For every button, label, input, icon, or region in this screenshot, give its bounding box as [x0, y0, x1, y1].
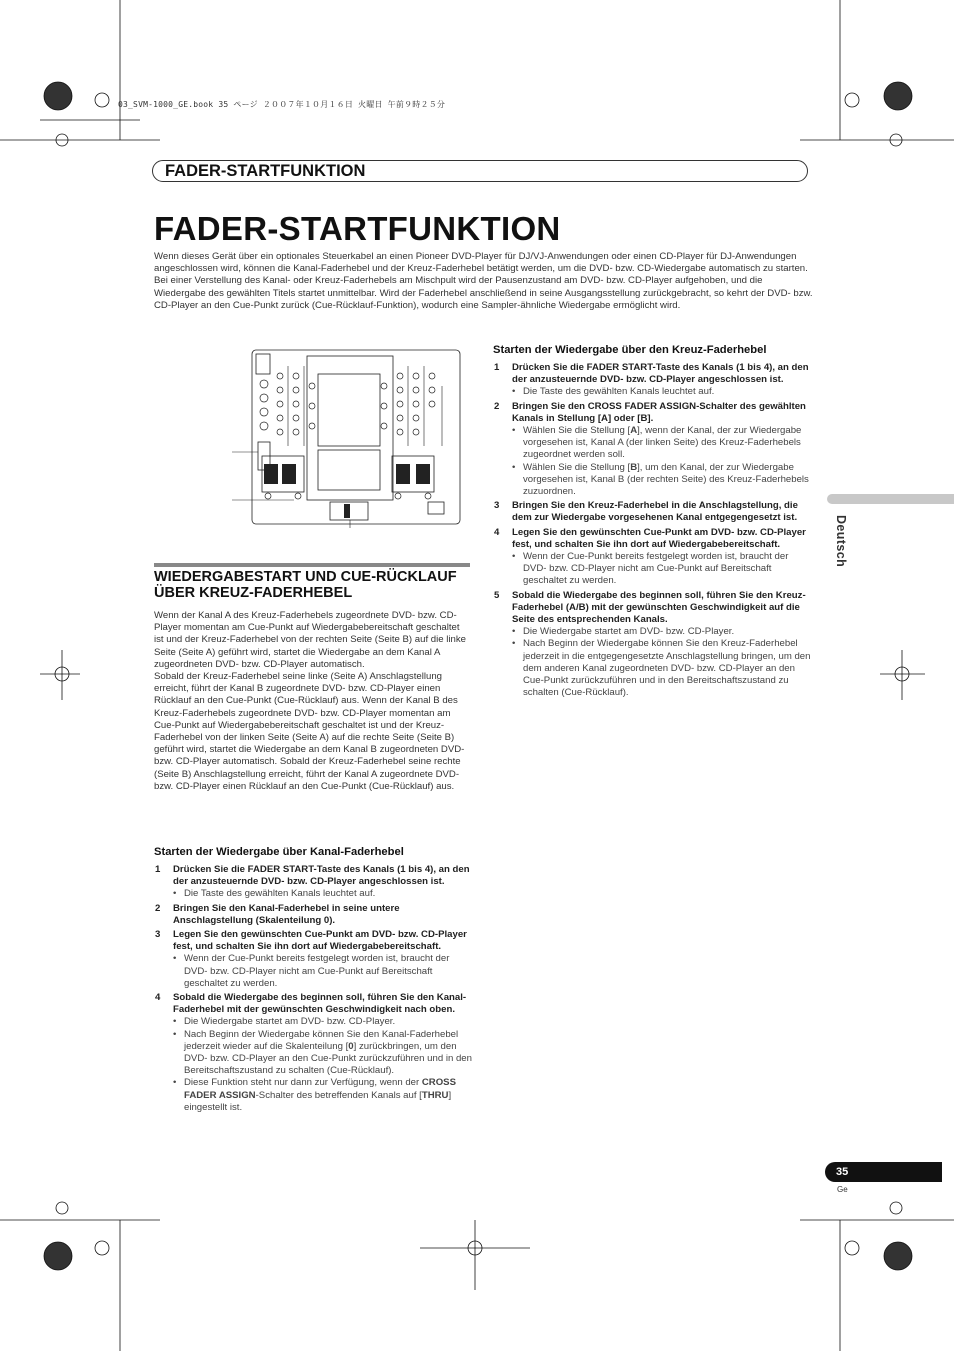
section-rule — [154, 563, 470, 567]
list-item: • Die Taste des gewählten Kanals leuchtet auf. — [173, 888, 376, 900]
right-subheading: Starten der Wiedergabe über den Kreuz-Faderhebel — [493, 344, 767, 356]
right-step-4: 4 Legen Sie den gewünschten Cue-Punkt am DVD- bzw. CD-Player fest, und schalten Sie ihn dort auf Wiedergabebereitschaft. — [494, 526, 806, 550]
list-item: • Die Taste des gewählten Kanals leuchtet auf. — [512, 386, 715, 398]
intro-paragraph-2: Bei einer Verstellung des Kanal- oder Kreuz-Faderhebels am Mischpult wird der Pausenzustand am DVD- bzw. CD-Player aufgehoben, und die Wiedergabe des gewählten Titels startet unmittelbar. Wird der Faderhebel anschließend in seine Ausgangsstellung zurückgebracht, so kehrt der DVD- bzw. CD-Player an den Cue-Punkt zurück (Cue-Rücklauf-Funktion), wodurch eine Sampler-ähnliche Wiedergabe ermöglicht wird. — [154, 275, 813, 311]
list-item: • Die Wiedergabe startet am DVD- bzw. CD-Player. — [512, 626, 735, 638]
section-paragraph-2: Sobald der Kreuz-Faderhebel seine linke (Seite A) Anschlagstellung erreicht, führt der Kanal B zugeordnete DVD- bzw. CD-Player einen Rücklauf an den Cue-Punkt (Cue-Rücklauf) aus. Wenn der Kanal B des Kreuz-Faderhebels zugeordnete DVD- bzw. CD-Player momentan am Cue-Punkt auf Wiedergabebereitschaft geschaltet ist und der Kreuz-Faderhebel von der linken Seite (Seite A) auf die rechte Seite (Seite B) geführt wird, startet die Wiedergabe an dem Kanal B zugeordneten DVD- bzw. CD-Player automatisch. Sobald der Kreuz-Faderhebel seine rechte (Seite B) Anschlagstellung erreicht, führt der Kanal A zugeordnete DVD- bzw. CD-Player einen Rücklauf an den Cue-Punkt (Cue-Rücklauf) aus. — [154, 671, 465, 792]
list-item: • Nach Beginn der Wiedergabe können Sie den Kanal-Faderhebel jederzeit wieder auf die Skalenteilung [0] zurückbringen, um den DVD- bzw. CD-Player an den Cue-Punkt zurückzuführen und in den Bereitschaftszustand zu schalten (Cue-Rücklauf). — [173, 1028, 472, 1077]
list-item: • Nach Beginn der Wiedergabe können Sie den Kreuz-Faderhebel jederzeit in die entgegengesetzte Anschlagstellung bringen, um den dem anderen Kanal zugeordneten DVD- bzw. CD-Player an den Cue-Punkt zurückzuführen und in den Bereitschaftszustand zu schalten (Cue-Rücklauf). — [512, 638, 811, 699]
list-item: • Wenn der Cue-Punkt bereits festgelegt worden ist, braucht der DVD- bzw. CD-Player nicht am Cue-Punkt auf Bereitschaft geschaltet zu werden. — [173, 953, 450, 989]
page-language-code: Ge — [837, 1185, 848, 1194]
list-item: • Wählen Sie die Stellung [B], um den Kanal, der zur Wiedergabe vorgesehen ist, Kanal B (der rechten Seite) des Kreuz-Faderhebels zuzuordnen. — [512, 461, 809, 498]
language-tab — [827, 494, 954, 504]
page-title: FADER-STARTFUNKTION — [154, 210, 561, 247]
left-steps — [154, 864, 472, 1114]
right-step-3: 3 Bringen Sie den Kreuz-Faderhebel in die Anschlagstellung, die dem zur Wiedergabe vorgesehenen Kanal entgegengesetzt ist. — [494, 500, 798, 524]
list-item: • Die Wiedergabe startet am DVD- bzw. CD-Player. — [173, 1016, 396, 1028]
left-step-1: 1 Drücken Sie die FADER START-Taste des Kanals (1 bis 4), an den der anzusteuernde DVD- bzw. CD-Player angeschlossen ist. — [155, 864, 470, 888]
left-step-3: 3 Legen Sie den gewünschten Cue-Punkt am DVD- bzw. CD-Player fest, und schalten Sie ihn dort auf Wiedergabebereitschaft. — [155, 929, 467, 953]
list-item: • Wählen Sie die Stellung [A], wenn der Kanal, der zur Wiedergabe vorgesehen ist, Kanal A (der linken Seite) des Kreuz-Faderhebels zugeordnet werden soll. — [512, 425, 802, 461]
language-label: Deutsch — [834, 515, 848, 568]
list-item: • Diese Funktion steht nur dann zur Verfügung, wenn der CROSS FADER ASSIGN-Schalter des betreffenden Kanals auf [THRU] eingestellt ist. — [173, 1077, 456, 1113]
right-step-2: 2 Bringen Sie den CROSS FADER ASSIGN-Schalter des gewählten Kanals in Stellung [A] oder [B]. — [494, 400, 806, 424]
section-body — [154, 610, 470, 793]
left-step-4: 4 Sobald die Wiedergabe des beginnen soll, führen Sie den Kanal-Faderhebel mit der gewünschten Geschwindigkeit nach oben. — [155, 992, 467, 1016]
print-info: 03_SVM-1000_GE.book 35 ページ ２００７年１０月１６日 火曜日 午前９時２５分 — [118, 100, 446, 109]
page-number: 35 — [836, 1166, 849, 1178]
left-step-2: 2 Bringen Sie den Kanal-Faderhebel in seine untere Anschlagstellung (Skalenteilung 0). — [155, 902, 400, 926]
right-steps — [493, 362, 813, 699]
right-step-5: 5 Sobald die Wiedergabe des beginnen soll, führen Sie den Kreuz-Faderhebel (A/B) mit der gewünschten Geschwindigkeit auf die Seite des entsprechenden Kanals. — [494, 589, 806, 626]
left-subheading: Starten der Wiedergabe über Kanal-Faderhebel — [154, 846, 404, 858]
list-item: • Wenn der Cue-Punkt bereits festgelegt worden ist, braucht der DVD- bzw. CD-Player nicht am Cue-Punkt auf Bereitschaft geschaltet zu werden. — [512, 551, 789, 587]
section-title: WIEDERGABESTART UND CUE-RÜCKLAUF ÜBER KREUZ-FADERHEBEL — [154, 569, 457, 601]
header-title: FADER-STARTFUNKTION — [165, 162, 366, 180]
right-step-1: 1 Drücken Sie die FADER START-Taste des Kanals (1 bis 4), an den der anzusteuernde DVD- bzw. CD-Player angeschlossen ist. — [494, 362, 809, 386]
mixer-illustration — [232, 346, 464, 530]
section-paragraph-1: Wenn der Kanal A des Kreuz-Faderhebels zugeordnete DVD- bzw. CD-Player momentan am Cue-Punkt auf Wiedergabebereitschaft geschaltet ist und der Kreuz-Faderhebel von der rechten Seite (Seite B) auf die linke Seite (Seite A) geführt wird, startet die Wiedergabe an dem Kanal A zugeordneten DVD- bzw. CD-Player automatisch. — [154, 610, 466, 670]
intro-paragraph-1: Wenn dieses Gerät über ein optionales Steuerkabel an einen Pioneer DVD-Player für DJ/VJ-Anwendungen oder einen CD-Player für DJ-Anwendungen angeschlossen wird, können die Kanal-Faderhebel und der Kreuz-Faderhebel betätigt werden, um die DVD- bzw. CD-Wiedergabe automatisch zu starten. — [154, 251, 808, 275]
intro-text — [154, 251, 814, 312]
